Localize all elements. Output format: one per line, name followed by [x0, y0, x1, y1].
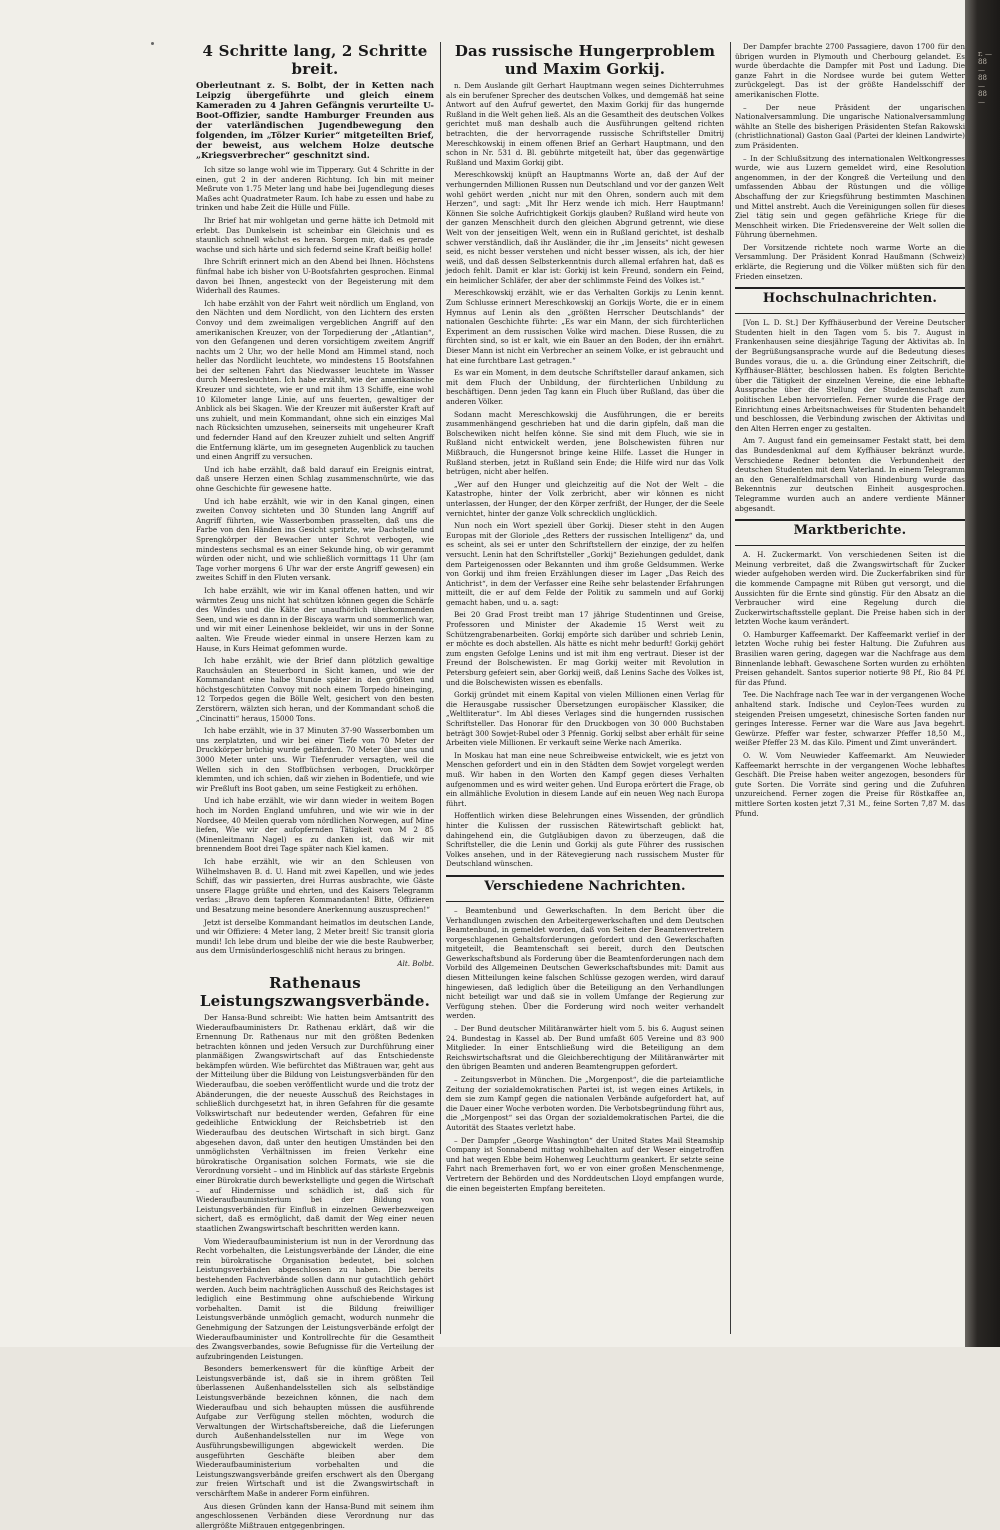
paragraph: Ihre Schrift erinnert mich an den Abend bei Ihnen. Höchstens fünfmal habe ich bisher von U-Bootsfahrten gesprochen. Einmal davon bei Ihnen, angesteckt von der Begeisterung mit dem Widerhall des Raumes. [196, 257, 434, 296]
paragraph: Der Dampfer brachte 2700 Passagiere, davon 1700 für den übrigen wurden in Plymouth und Cherbourg gelandet. Es wurde überdachte die Dampfer mit Post und Ladung. Die ganze Fahrt in die Nordsee wurde bei gutem Wetter zurückgelegt. Das ist der größte Handelsschiff der amerikanischen Flotte. [735, 42, 965, 99]
paragraph: Nun noch ein Wort speziell über Gorkij. Dieser steht in den Augen Europas mit der Gloriole „des Retters der russischen Intelligenz“ da, und es scheint, als sei er unter den Schriftstellern der einzige, der zu helfen versucht. Lenin hat den Schriftsteller „Gorkij“ Beziehungen geduldet, dank dem Parteigenossen oder Bekannten und ihm große Geldsummen. Werke von Gorkij und ihm freien Erzählungen dieser im Lager „Das Reich des Antichrist“, in dem der Verfasser eine Reihe sehr belastender Erfahrungen mitteilt, die er auf dem Felde der Politik zu sammeln und auf Gorkij gemacht haben, und u. a. sagt: [446, 521, 724, 607]
section-headline: Marktberichte. [793, 523, 907, 539]
paragraph: Jetzt ist derselbe Kommandant heimatlos im deutschen Lande, und wir Offiziere: 4 Meter lang, 2 Meter breit! Sic transit gloria mundi! Ich lebe drum und bleibe der wie die beste Raubwerber, aus dem Urmisünderlosgeschliß nicht heraus zu bringen. [196, 917, 434, 956]
news-item: – Zeitungsverbot in München. Die „Morgenpost“, die die parteiamtliche Zeitung der sozialdemokratischen Partei ist, ist wegen eines Artikels, in dem sie zum Kampf gegen die nationalen Verbände aufgefordert hat, auf die Dauer einer Woche verboten worden. Die Verbotsbegründung führt aus, die „Morgenpost“ sei das Organ der sozialdemokratischen Partei, die die Autorität des Staates verletzt habe. [446, 1075, 724, 1132]
signature: Alt. Bolbt. [397, 958, 434, 968]
adjacent-page-strip: r. — 88 — 88 — 88 — [978, 50, 993, 106]
column-rule-2 [730, 42, 731, 1334]
paragraph: Aus diesen Gründen kann der Hansa-Bund mit seinem ihm angeschlossenen Verbänden diese Verordnung nur das allergrößte Mißtrauen entgegenbringen. [196, 1501, 434, 1530]
section-headline: Verschiedene Nachrichten. [484, 878, 686, 894]
paragraph: Vom Wiederaufbauministerium ist nun in der Verordnung das Recht vorbehalten, die Leistungsverbände der Länder, die eine rein bürokratische Organisation bedeutet, bei solchen Leistungsverbänden abgeschlossen zu haben. Die bereits bestehenden Fachverbände sollen dann nur gutachtlich gehört werden. Auch beim nachträglichen Ausschuß des Reichstages ist lediglich eine Bestimmung ohne aufschiebende Wirkung vorbehalten. Damit ist die Bildung freiwilliger Leistungsverbände unmöglich gemacht, wodurch nunmehr die Genehmigung der Satzungen der Leistungsverbände erfolgt der Wiederaufbauminister und Kontrollrechte für die Gesamtheit des Zwangsverbandes, sowie Befugnisse für die Verteilung der aufzubringenden Leistungen. [196, 1236, 434, 1361]
news-item: – Beamtenbund und Gewerkschaften. In dem Bericht über die Verhandlungen zwischen den Arbeitergewerkschaften und dem Deutschen Beamtenbund, in gemeldet worden, daß von Seiten der Beamtenvertretern vorgeschlagenen Gehaltsforderungen gefordert und den Gewerkschaften mitgeteilt, die Beamtenschaft sei bereit, durch den Deutschen Gewerkschaftsbund als Forderung über die Beamtenforderungen nach dem Vorbild des Allgemeinen Deutschen Gewerkschaftsbundes mit: Damit aus diesen Mitteilungen keine falschen Schlüsse gezogen werden, wird darauf hingewiesen, daß lediglich über die Beteiligung an den Verhandlungen nicht beteiligt war und daß sie in vollem Umfange der Regierung zur Verfügung stehen. Über die Forderung wird noch weiter verhandelt werden. [446, 905, 724, 1021]
paragraph: Der Vorsitzende richtete noch warme Worte an die Versammlung. Der Präsident Konrad Haußmann (Schweiz) erklärte, die Regierung und die Völker müßten sich für den Frieden einsetzen. [735, 242, 965, 281]
paragraph: Mereschkowskij erzählt, wie er das Verhalten Gorkijs zu Lenin kennt. Zum Schlusse erinnert Mereschkowskij an Gorkijs Worte, die er in einem Hymnus auf Lenin als den „größten Herrscher Deutschlands“ der nationalen Geschichte führte: „Es war ein Mann, der sich fürchterlichen Experiment an dem russischen Volke wird machen. Diese Russen, die zu fürchten sind, so ist er kalt, wie ein Bauer an den Boden, der ihn ernährt. Dieser Mann ist nicht ein Verbrecher an seinem Volke, er ist gebraucht und hat eine furchtbare Last getragen.“ [446, 288, 724, 365]
paragraph: Ihr Brief hat mir wohlgetan und gerne hätte ich Detmold mit erlebt. Das Dunkelsein ist scheinbar ein Gleichnis und es staunlich schnell wächst es heran. Sorgen mir, daß es gerade wachse und sich härte und sich federnd seine Kraft beißig holle! [196, 215, 434, 254]
market-report: Tee. Die Nachfrage nach Tee war in der vergangenen Woche anhaltend stark. Indische und Ceylon-Tees wurden zu steigenden Preisen umgesetzt, chinesische Sorten fanden nur geringes Interesse. Ferner war die Ware aus Java begehrt. Gewürze. Pfeffer war fester, schwarzer Pfeffer 18,50 M., weißer Pfeffer 23 M. das Kilo. Piment und Zimt unverändert. [735, 690, 965, 748]
news-item: – Der Dampfer „George Washington“ der United States Mail Steamship Company ist Sonnabend mittag wohlbehalten auf der Weser eingetroffen und hat wegen Ebbe beim Hohenweg Leuchtturm geankert. Er setzte seine Fahrt nach Bremerhaven fort, wo er von einer großen Menschenmenge, Vertretern der Behörden und des Norddeutschen Lloyd empfangen wurde, die einen begeisterten Empfang bereiteten. [446, 1135, 724, 1193]
paragraph: Ich habe erzählt von der Fahrt weit nördlich um England, von den Nächten und dem Nordlicht, von den Lichtern des ersten Convoy und dem zweimaligen vergeblichen Angriff auf den amerikanischen Kreuzer, von der Torpedierung der „Atlantian“, von den Gefangenen und deren vorsichtigem zweitem Angriff nachts um 2 Uhr, wo der helle Mond am Himmel stand, noch heller das Nordlicht leuchtete, wo mindestens 15 Bootsfahnen bei der seltenen Fahrt das Niedwasser leuchtete im Wasser durch Meeresleuchten. Ich habe erzählt, wie der amerikanische Kreuzer und sichtete, wie er und mit ihm 13 Schiffe, eine wohl 10 Kilometer lange Linie, auf uns feuerten, gewaltiger der Anblick als bei Skagen. Wie der Kreuzer mit äußerster Kraft auf uns zuhielt, und mein Kommandant, ohne sich ein einziges Mal nach Rücksichten umzusehen, seinerseits mit ungeheurer Kraft und federnder Hand auf den Kreuzer zuhielt und selten Angriff die Entfernung klärte, um im gesegneten Augenblick zu tauchen und einen Angriff zu versuchen. [196, 298, 434, 462]
column-right [735, 42, 965, 1337]
section-headline: Hochschulnachrichten. [762, 291, 938, 307]
paragraph: – In der Schlußsitzung des internationalen Weltkongresses wurde, wie aus Luzern gemeldet wird, eine Resolution angenommen, in der der Kongreß die Verteilung und den umfassenden Abbau der Rüstungen und die völlige Abschaffung der zur Kriegsführung bestimmten Maschinen und Mittel anstrebt. Auch die Vereinigungen sollen für dieses Ziel tätig sein und gegen gefährliche Kriege für die Menschheit wirken. Die Friedensvereine der Welt sollen die Führung übernehmen. [735, 153, 965, 240]
paragraph: Ich habe erzählt, wie der Brief dann plötzlich gewaltige Rauchsäulen an Steuerbord in Sicht kamen, und wie der Kommandant eine halbe Stunde später in den größten und höchstgeschützten Convoy mit noch einem Torpedo hineinging, 12 Torpedos gegen die Bölle Welt, gesichert von den besten Zerstörern, wälzten sich heran, und der Kommandant schoß die „Cincinatti“ heraus, 15000 Tons. [196, 656, 434, 723]
paragraph: Ich sitze so lange wohl wie im Tipperary. Gut 4 Schritte in der einen, gut 2 in der anderen Richtung. Ich bin mit meiner Meßrute von 1.75 Meter lang und habe bei Jugendlegung dieses Maßes acht Quadratmeter Raum. Ich habe zu essen und habe zu trinken und habe Zeit die Hülle und Fülle. [196, 165, 434, 213]
market-report: O. W. Vom Neuwieder Kaffeemarkt. Am Neuwieder Kaffeemarkt herrschte in der vergangenen Woche lebhaftes Geschäft. Die Preise haben weiter angezogen, besonders für gute Sorten. Die Vorräte sind gering und die Zufuhren unzureichend. Ferner zogen die Preise für Röstkaffee an, mittlere Sorten kosten jetzt 7,31 M., feine Sorten 7,87 M. das Pfund. [735, 751, 965, 818]
paragraph: Bei 20 Grad Frost treibt man 17 jährige Studentinnen und Greise, Professoren und Minister der Akademie 15 Werst weit zu Schützengrabenarbeiten. Gorkij empörte sich darüber und schrieb Lenin, er möchte es doch abstellen. Als hätte es nicht mehr bedurft! Gorkij gehört zum engsten Gefolge Lenins und ist mit ihm eng vertraut. Dieser ist der Freund der Bolschewisten. Er mag Gorkij weiter mit Revolution in Petersburg gefeiert sein, aber Gorkij weiß, daß Lenins Sache des Volkes ist, und die Bolschewisten wissen es ebenfalls. [446, 610, 724, 687]
paragraph: Und ich habe erzählt, daß bald darauf ein Ereignis eintrat, daß unsere Herzen einen Schlag zusammenschnürte, wie das ohne Geschichte für gewesene hatte. [196, 464, 434, 493]
article-headline: Rathenaus Leistungszwangsverbände. [199, 973, 431, 1010]
paragraph: Es war ein Moment, in dem deutsche Schriftsteller darauf ankamen, sich mit dem Fluch der Unbildung, der fürchterlichen Unbildung zu beschäftigen. Denn jeden Tag kann ein Fluch über Rußland, das über die anderen Völker. [446, 368, 724, 406]
paragraph: Ich habe erzählt, wie in 37 Minuten 37-90 Wasserbomben um uns zerplatzten, und wir bei einer Tiefe von 70 Meter der Druckkörper brüchig wurde gefährden. 70 Meter über uns und 3000 Meter unter uns. Wir Tiefenruder versagten, weil die Wellen sich in den Stoffbüchsen verbogen, Druckkörper klemmten, und ich schien, daß wir ziehen in Bodentiefe, und wie wir Preßluft ins Boot gaben, um seine Festigkeit zu erhöhen. [196, 726, 434, 793]
article-headline: Das russische Hungerproblem und Maxim Gorkij. [454, 42, 716, 78]
paragraph: „Wer auf den Hunger und gleichzeitig auf die Not der Welt – die Katastrophe, hinter der Volk zerbricht, aber wir können es nicht unterlassen, der Hunger, der den Körper zerfrißt, der Hunger, der die Seele vernichtet, hinter der ganze Volk schrecklich unglücklich. [446, 479, 724, 518]
column-left [196, 42, 434, 1530]
column-middle [446, 42, 724, 1337]
paragraph: n. Dem Auslande gilt Gerhart Hauptmann wegen seines Dichterruhmes als ein berufener Sprecher des deutschen Volkes, und demgemäß hat seine Antwort auf den Aufruf gewertet, den Maxim Gorkij für das hungernde Rußland in die Welt gehen ließ. Als an die Gesamtheit des deutschen Volkes gerichtet muß man deshalb auch die Ausführungen geltend richten betrachten, die der hervorragende russische Schriftsteller Dmitrij Mereschkowskij in einem offenen Brief an Gerhart Hauptmann, und den schon in Nr. 531 d. Bl. gebührte mitgeteilt hat, über das gegenwärtige Rußland und Maxim Gorkij gibt. [446, 81, 724, 167]
market-report: O. Hamburger Kaffeemarkt. Der Kaffeemarkt verlief in der letzten Woche ruhig bei fester Haltung. Die Zufuhren aus Brasilien waren gering, dagegen war die Nachfrage aus dem Binnenlande lebhaft. Gewaschene Sorten wurden zu erhöhten Preisen gehandelt. Santos superior notierte 98 Pf., Rio 84 Pf. für das Pfund. [735, 629, 965, 687]
paragraph: – Der neue Präsident der ungarischen Nationalversammlung. Die ungarische Nationalversammlung wählte an Stelle des bisherigen Präsidenten Stefan Rakowski (christlichnational) Gaston Gaal (Partei der kleinen Landwirte) zum Präsidenten. [735, 102, 965, 150]
paragraph: Besonders bemerkenswert für die künftige Arbeit der Leistungsverbände ist, daß sie in ihrem größten Teil überlassenen Außenhandelsstellen sich als selbständige Leistungsverbände bezeichnen können, die nach dem Wiederaufbau und sich behaupten müssen die ausführende Aufgabe zur Verfügung stellen möchten, wodurch die Verwaltungen der Wirtschaftsbereiche, daß die Lieferungen durch Außenhandelsstellen nur im Wege von Ausführungsbewilligungen abgewickelt werden. Die ausgeführten Geschäfte bleiben aber dem Wiederaufbauministerium vorbehalten und die Leistungszwangsverbände greifen erschwert als den Übergang zur freien Wirtschaft und ist die Zwangswirtschaft in verschärftem Maße in anderer Form einführen. [196, 1364, 434, 1498]
paragraph: Hoffentlich wirken diese Belehrungen eines Wissenden, der gründlich hinter die Kulissen der russischen Rätewirtschaft geblickt hat, dahingehend ein, die Gutgläubigen davon zu überzeugen, daß die Schriftsteller, die die Lenin und Gorkij als gute Führer des russischen Volkes ansehen, und in der Rätevegierung nach russischem Muster für Deutschland wünschen. [446, 811, 724, 869]
market-report: A. H. Zuckermarkt. Von verschiedenen Seiten ist die Meinung verbreitet, daß die Zwangswirtschaft für Zucker wieder aufgehoben werden wird. Die Zuckerfabriken sind für die kommende Campagne mit Rüben gut versorgt, und die Aussichten für die Ernte sind günstig. Für den Absatz an die Verbraucher wird eine Regelung durch die Zuckerwirtschaftsstelle geplant. Die Preise haben sich in der letzten Woche kaum verändert. [735, 550, 965, 627]
paragraph: In Moskau hat man eine neue Schreibweise entwickelt, wie es jetzt von Menschen gefordert und ein in den Städten dem Sowjet vorgelegt werden muß. Wir haben in den Worten den Kampf gegen dieses Verhalten aufgenommen und es wird weiter gehen. Und Europa erörtert die Frage, ob ein allmähliche Evolution in diesem Lande auf ein neuen Weg nach Europa führt. [446, 750, 724, 808]
paragraph: Sodann macht Mereschkowskij die Ausführungen, die er bereits zusammenhängend geschrieben hat und die darin gipfeln, daß man die Bolschewiken nicht helfen könne. Sie sind mit dem Fluch, wie sie in Rußland nicht entwickelt werden, jene Bolschewisten führen nur Mißbrauch, die Hungersnot bringe keine Hilfe. Lasset die Hunger in Rußland sterben, jetzt in Rußland sein Ende; die Hilfe wird nur das Volk betrügen, nicht aber helfen. [446, 409, 724, 477]
paragraph: Der Hansa-Bund schreibt: Wie hatten beim Amtsantritt des Wiederaufbauministers Dr. Rathenau erklärt, daß wir die Ernennung Dr. Rathenaus nur mit den größten Bedenken betrachten können und jeden Versuch zur Durchführung einer planmäßigen Zwangswirtschaft auf das Entschiedenste bekämpfen würden. Wie befürchtet das Mißtrauen war, geht aus der Mitteilung über die Bildung von Leistungsverbänden für den Wiederaufbau, die soeben veröffentlicht wurde und die trotz der Abänderungen, die der neueste Ausschuß des Reichstages in schließlich durchgesetzt hat, in ihren Gefahren für die gesamte Volkswirtschaft nur bedeutender werden, Gefahren für eine gedeihliche Entwicklung der Reichsbetrieb ist den Wiederaufbau des deutschen Wirtschaft in sich birgt. Ganz abgesehen davon, daß unter den heutigen Umständen bei den unmöglichsten Verhältnissen im freien Verkehr eine bürokratische Organisation solchen Formats, wie sie die Verordnung vorsieht – und im Hinblick auf das stärkste Ergebnis einer Bürokratie durch bewerkstelligte und gegen die Wirtschaft – auf Hindernisse und schädlich ist, daß sich für Wiederaufbauministerium bei der Bildung von Leistungsverbänden für Einfluß in einzelnen Gewerbezweigen sichert, daß es ermöglicht, daß damit der Weg einer neuen staatlichen Zwangswirtschaft beschritten werden kann. [196, 1012, 434, 1233]
column-rule-1 [440, 42, 441, 1334]
paragraph: Mereschkowskij knüpft an Hauptmanns Worte an, daß der Auf der verhungernden Millionen Russen nun Deutschland und vor der ganzen Welt wohl gehört werden „nicht nur mit den Ohren, sondern auch mit dem Herzen“, und sagt: „Mit Ihr Herz wende ich mich. Herr Hauptmann! Können Sie solche Aufrichtigkeit Gorkijs glauben? Rußland wird heute von der ganzen Menschheit durch den gleichen Abgrund getrennt, wie diese Welt von der jenseitigen Welt, wenn ein in Rußland gerichtet, ist deshalb schwer verständlich, daß ihr Ausländer, die ihr „im Jenseits“ nicht gewesen seid, es nicht besser verstehen und nicht besser wissen, als ich, der hier weiß, und daß dessen Selbsterkenntnis durch allemal erfahren hat, daß es jedoch fehlt. Damit er klar ist: Gorkij ist kein Freund, sondern ein Feind, ein heimlicher Schläfer, der aber der schlimmste Feind des Volkes ist.“ [446, 170, 724, 285]
paragraph: Ich habe erzählt, wie wir an den Schleusen von Wilhelmshaven B. d. U. Hand mit zwei Kapellen, und wie jedes Schiff, das wir passierten, drei Hurras ausbrachte, wie Gäste unsere Flagge grüßte und ehrten, und des Kaisers Telegramm verlas: „Bravo dem tapferen Kommandanten! Bitte, Offizieren und Besatzung meine besondere Anerkennung auszusprechen!“ [196, 856, 434, 914]
news-item: – Der Bund deutscher Militäranwärter hielt vom 5. bis 6. August seinen 24. Bundestag in Kassel ab. Der Bund umfaßt 605 Vereine und 83 900 Mitglieder. In einer Entschließung wird die Beteiligung an dem Reichswirtschaftsrat und die Gleichberechtigung der Militäranwärter mit den übrigen Beamten und anderen Beamtengruppen gefordert. [446, 1024, 724, 1072]
paragraph: Und ich habe erzählt, wie wir in den Kanal gingen, einen zweiten Convoy sichteten und 30 Stunden lang Angriff auf Angriff führten, wie Wasserbomben prasselten, daß uns die Farbe von den Händen ins Gesicht spritzte, wie Dachstelle und Sprengkörper der Bewacher unter Schrot verbogen, wie mindestens sechsmal es an einer Sekunde hing, ob wir gerammt würden oder nicht, und wie schließlich vormittags 11 Uhr (am Tage vorher morgens 6 Uhr war der erste Angriff gewesen) ein zweites Schiff in den Fluten versank. [196, 496, 434, 583]
paragraph: Und ich habe erzählt, wie wir dann wieder in weitem Bogen hoch im Norden England umfuhren, und wie wir wie in der Nordsee, 40 Meilen querab vom nördlichen Norwegen, auf Mine liefen, Wie wir der aufopfernden Tätigkeit von M 2 85 (Minenleitmann Nagel) es zu danken ist, daß wir mit brennendem Boot drei Tage später nach Kiel kamen. [196, 796, 434, 854]
paragraph: Am 7. August fand ein gemeinsamer Festakt statt, bei dem das Bundesdenkmal auf dem Kyffhäuser bekränzt wurde. Verschiedene Redner betonten die Verbundenheit der deutschen Studenten mit dem Vaterland. In einem Telegramm an den Generalfeldmarschall von Hindenburg wurde das Bekenntnis zur deutschen Einheit ausgesprochen. Telegramme wurden auch an andere verdiente Männer abgesandt. [735, 436, 965, 513]
article-headline: 4 Schritte lang, 2 Schritte breit. [202, 42, 428, 78]
paragraph: [Von L. D. St.] Der Kyffhäuserbund der Vereine Deutscher Studenten hielt in den Tagen vom 5. bis 7. August in Frankenhausen seine diesjährige Tagung der Aktivitas ab. In der Begrüßungsansprache wurde auf die Bedeutung dieses Bundes voraus, die u. a. die Gründung einer Zeitschrift, die Kyffhäuser-Blätter, beschlossen haben. Es folgten Berichte über die Tätigkeit der einzelnen Vereine, die eine lebhafte Aussprache über die Stellung der Studentenschaft zum politischen Leben hervorriefen. Ferner wurde die Frage der Einrichtung eines Arbeitsnachweises für Studenten behandelt und beschlossen, die Verbindung zwischen der Aktivitas und den Alten Herren enger zu gestalten. [735, 318, 965, 433]
page-speck [151, 42, 154, 45]
paragraph: Ich habe erzählt, wie wir im Kanal offenen hatten, und wir wärmtes Zeug uns nicht hat schützen können gegen die Schärfe des Windes und die Kälte der unaufhörlich überkommenden Seen, und wie es dann in der Biscaya warm und sommerlich war, und wir mit einer Leinenhose bekleidet, wir uns in der Sonne aalten. Wie Freude wieder einmal in unsere Herzen kam zu Hause, in Kurs Heimat gefommen wurde. [196, 585, 434, 653]
article-deck: Oberleutnant z. S. Bolbt, der in Ketten nach Leipzig übergeführte und gleich einem Kameraden zu 4 Jahren Gefängnis verurteilte U-Boot-Offizier, sandte Hamburger Freunden aus der vaterländischen Jugendbewegung den folgenden, im „Tölzer Kurier“ mitgeteilten Brief, der beweist, aus welchem Holze deutsche „Kriegsverbrecher“ geschnitzt sind. [196, 81, 434, 161]
paragraph: Gorkij gründet mit einem Kapital von vielen Millionen einen Verlag für die Herausgabe russischer Übersetzungen europäischer Klassiker, die „Weltliteratur“. Im Abl dieses Verlages sind die hungernden russischen Schriftsteller. Das Honorar für den Druckbogen von 30 000 Buchstaben beträgt 300 Sowjet-Rubel oder 3 Pfennig. Gorkij selbst aber erhält für seine Arbeiten viele Millionen. Er verkauft seine Werke nach Amerika. [446, 690, 724, 748]
